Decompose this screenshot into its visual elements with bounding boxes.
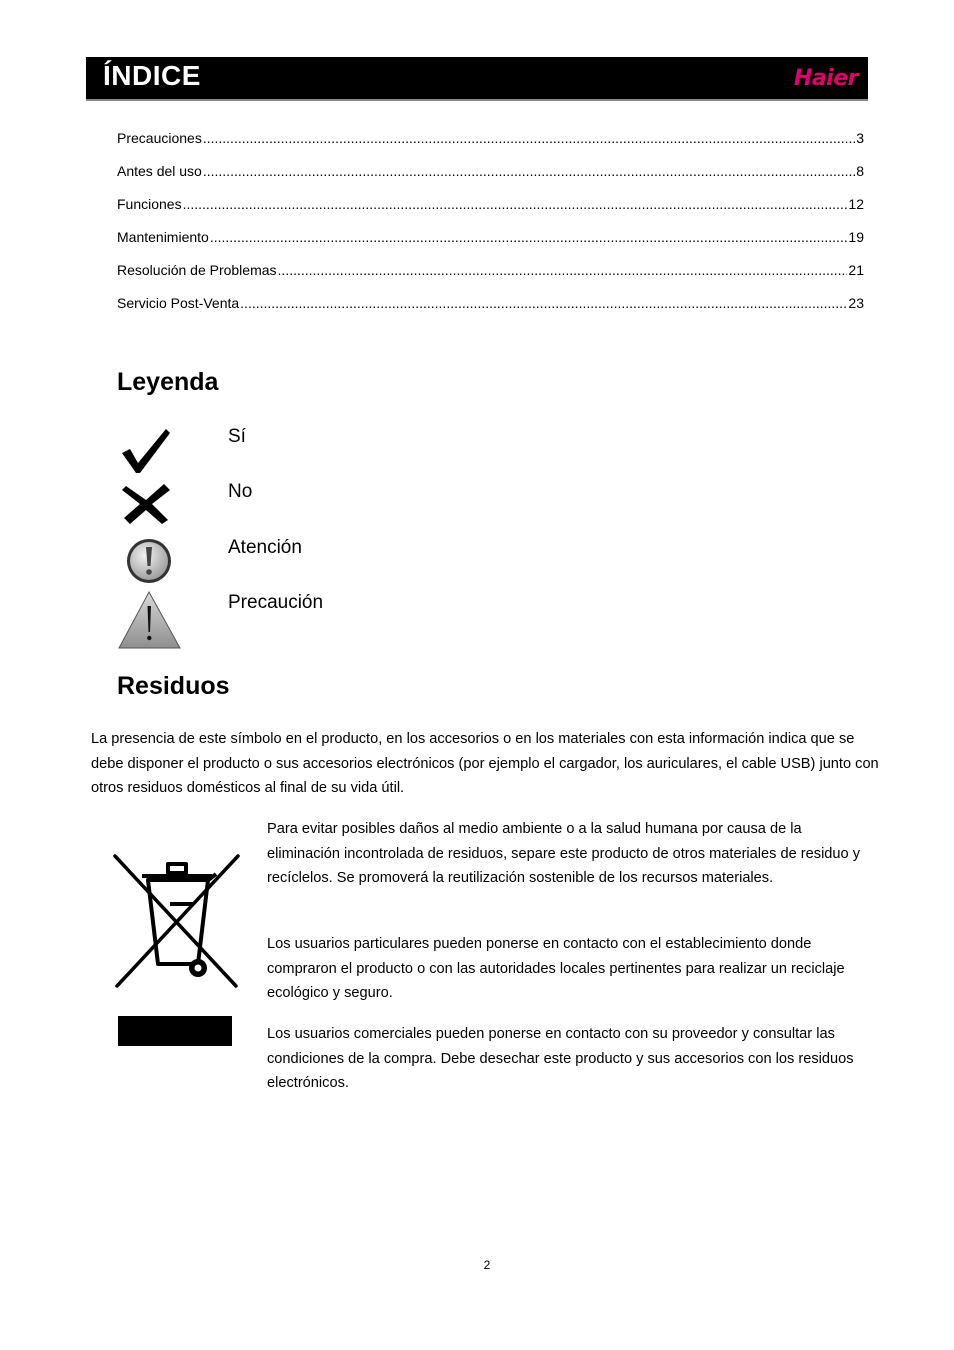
toc-leader (240, 295, 847, 311)
legend-title: Leyenda (117, 368, 219, 396)
legend-label-no: No (228, 481, 253, 502)
toc-leader (210, 229, 848, 245)
toc-entry-page: 12 (848, 196, 864, 212)
cross-icon (118, 482, 174, 526)
toc-entry-page: 23 (848, 295, 864, 311)
toc-entry-label: Resolución de Problemas (117, 262, 277, 278)
residuos-paragraph-2: Los usuarios particulares pueden ponerse en contacto con el establecimiento donde compraron el producto o con las autoridades locales pertinentes para realizar un reciclaje ecológico y seguro. (267, 936, 845, 1001)
toc-entry-resolucion[interactable] (117, 262, 864, 295)
toc-entry-label: Antes del uso (117, 163, 202, 179)
brand-logo: Haier (793, 66, 858, 91)
crossed-bin-icon (112, 852, 242, 990)
residuos-paragraph-3: Los usuarios comerciales pueden ponerse en contacto con su proveedor y consultar las condiciones de la compra. Debe desechar este producto y sus accesorios con los residuos electrónicos. (267, 1026, 854, 1091)
page-number: 2 (483, 1258, 491, 1272)
legend-label-si: Sí (228, 426, 246, 447)
toc-entry-antes-del-uso[interactable] (117, 163, 864, 196)
weee-bar (118, 1016, 232, 1046)
toc-leader (203, 130, 855, 146)
warning-triangle-icon (118, 590, 182, 650)
check-icon (118, 427, 174, 475)
residuos-intro: La presencia de este símbolo en el producto, en los accesorios o en los materiales con esta información indica que se debe disponer el producto o sus accesorios electrónicos (por ejemplo el cargador, los auriculares, el cable USB) junto con otros residuos domésticos al final de su vida útil. (91, 731, 879, 796)
toc-leader (203, 163, 855, 179)
toc-entry-page: 8 (856, 163, 864, 179)
toc-entry-label: Mantenimiento (117, 229, 209, 245)
toc-entry-page: 19 (848, 229, 864, 245)
toc-entry-label: Servicio Post-Venta (117, 295, 240, 311)
legend-label-precaucion: Precaución (228, 592, 324, 613)
exclamation-circle-icon (118, 537, 178, 585)
toc-entry-label: Precauciones (117, 130, 202, 146)
page-title: ÍNDICE (103, 60, 201, 91)
header-bar (86, 57, 868, 99)
toc-leader (183, 196, 848, 212)
residuos-paragraph-1: Para evitar posibles daños al medio ambiente o a la salud humana por causa de la eliminación incontrolada de residuos, separe este producto de otros materiales de residuo y recíclelos. Se promoverá la reutilización sostenible de los recursos materiales. (267, 821, 861, 886)
toc-entry-mantenimiento[interactable] (117, 229, 864, 262)
legend-label-atencion: Atención (228, 537, 302, 558)
toc-entry-page: 3 (856, 130, 864, 146)
toc-leader (278, 262, 848, 278)
residuos-title: Residuos (117, 672, 230, 700)
toc-entry-page: 21 (848, 262, 864, 278)
toc-entry-servicio[interactable] (117, 295, 864, 328)
toc-entry-funciones[interactable] (117, 196, 864, 229)
toc-entry-label: Funciones (117, 196, 182, 212)
table-of-contents (117, 130, 864, 328)
toc-entry-precauciones[interactable] (117, 130, 864, 163)
